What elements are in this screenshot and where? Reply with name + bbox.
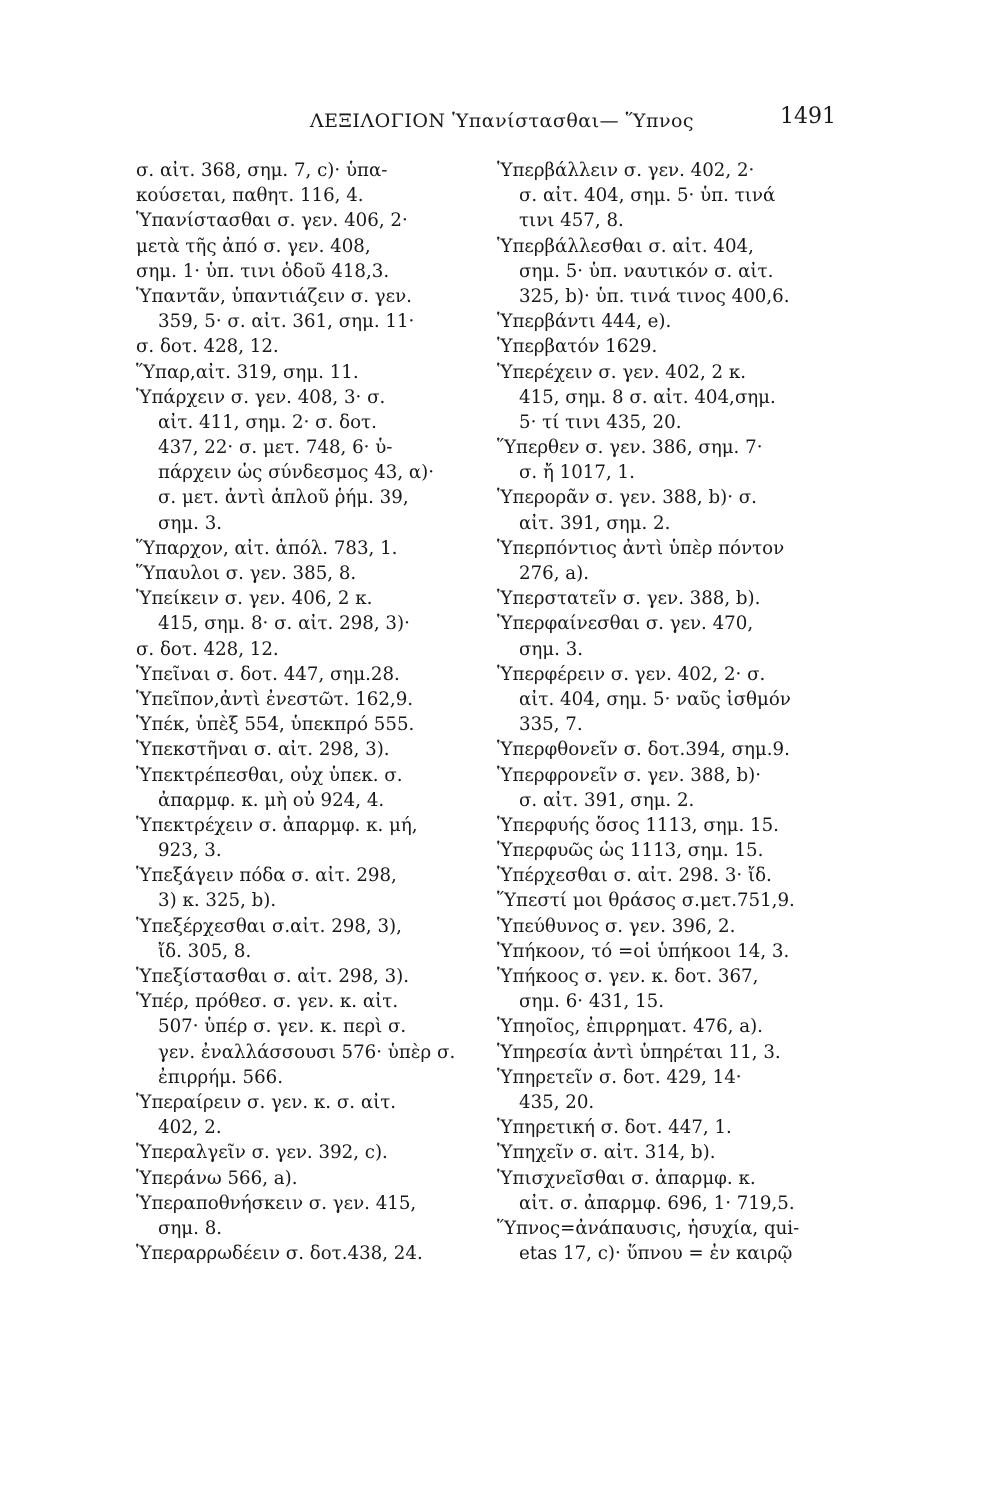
entry-line: σ. δοτ. 428, 12. [136, 336, 279, 358]
entry-line: Ὑπερορᾶν σ. γεν. 388, b)· σ. [497, 487, 757, 509]
entry-line: 415, σημ. 8 σ. αἰτ. 404,σημ. [519, 386, 776, 408]
entry-line: σ. ἤ 1017, 1. [519, 462, 635, 484]
entry-line: Ὑπεύθυνος σ. γεν. 396, 2. [497, 915, 736, 937]
entry-line: Ὑπερφυής ὅσος 1113, σημ. 15. [497, 814, 779, 836]
entry-line: Ὕπερθεν σ. γεν. 386, σημ. 7· [497, 437, 763, 459]
entry-line: σ. μετ. ἀντὶ ἁπλοῦ ῥήμ. 39, [158, 487, 409, 509]
entry-line: Ὑπεκτρέχειν σ. ἀπαρμφ. κ. μή, [136, 814, 418, 836]
entry-line: Ὑπηρετική σ. δοτ. 447, 1. [497, 1117, 732, 1139]
entry-line: 415, σημ. 8· σ. αἰτ. 298, 3)· [158, 613, 410, 635]
entry-line: Ὑπηχεῖν σ. αἰτ. 314, b). [497, 1142, 716, 1164]
entry-line: 276, a). [519, 563, 589, 584]
entry-line: Ὑπερέχειν σ. γεν. 402, 2 κ. [497, 361, 747, 383]
entry-line: Ὕπαρ,αἰτ. 319, σημ. 11. [136, 361, 359, 383]
entry-line: Ὑπεκτρέπεσθαι, οὐχ ὑπεκ. σ. [136, 764, 403, 786]
entry-line: Ὑπεραρρωδέειν σ. δοτ.438, 24. [136, 1243, 423, 1265]
entry-line: Ὑπηρεσία ἀντὶ ὑπηρέται 11, 3. [497, 1041, 781, 1063]
entry-line: σημ. 1· ὑπ. τινι ὁδοῦ 418,3. [136, 260, 390, 282]
entry-line: Ὑπεῖναι σ. δοτ. 447, σημ.28. [136, 663, 400, 685]
entry-line: Ὑπηοῖος, ἐπιρρηματ. 476, a). [497, 1016, 763, 1038]
entry-line: 923, 3. [158, 840, 222, 862]
entry-line: etas 17, c)· ὕπνου = ἐν καιρῷ [519, 1243, 793, 1265]
entry-line: αἰτ. 411, σημ. 2· σ. δοτ. [158, 411, 377, 433]
entry-line: Ὑπερφθονεῖν σ. δοτ.394, σημ.9. [497, 739, 790, 761]
entry-line: ἴδ. 305, 8. [158, 940, 252, 962]
entry-line: σ. δοτ. 428, 12. [136, 638, 279, 660]
entry-line: 3) κ. 325, b). [158, 890, 277, 912]
left-column [136, 158, 488, 1266]
right-column [497, 158, 849, 1266]
entry-line: Ὑπέκ, ὑπὲξ 554, ὑπεκπρό 555. [136, 714, 415, 736]
entry-line: Ὑπερβατόν 1629. [497, 336, 658, 358]
entry-line: 435, 20. [519, 1091, 595, 1113]
entry-line: σημ. 8. [158, 1217, 223, 1239]
entry-line: σημ. 3. [519, 638, 584, 660]
entry-line: Ὑπεξέρχεσθαι σ.αἰτ. 298, 3), [136, 915, 402, 937]
entry-line: Ὑπανίστασθαι σ. γεν. 406, 2· [136, 210, 408, 232]
page-number: 1491 [780, 104, 836, 129]
entry-line: Ὑπισχνεῖσθαι σ. ἀπαρμφ. κ. [497, 1167, 756, 1189]
entry-line: Ὑπεράνω 566, a). [136, 1167, 298, 1189]
running-header-title: ΛΕΞΙΛΟΓΙΟΝ Ὑπανίστασθαι— Ὕπνος [309, 110, 695, 132]
entry-line: μετὰ τῆς ἀπό σ. γεν. 408, [136, 235, 371, 257]
entry-line: πάρχειν ὡς σύνδεσμος 43, α)· [158, 462, 435, 484]
entry-line: Ὑπερφαίνεσθαι σ. γεν. 470, [497, 613, 754, 635]
entry-line: κούσεται, παθητ. 116, 4. [136, 185, 364, 207]
entry-line: Ὑπάρχειν σ. γεν. 408, 3· σ. [136, 386, 386, 408]
entry-line: Ὕπνος=ἀνάπαυσις, ἡσυχία, qui- [497, 1217, 800, 1239]
entry-line: Ὑπεκστῆναι σ. αἰτ. 298, 3). [136, 739, 390, 761]
entry-line: Ὑπερβάλλεσθαι σ. αἰτ. 404, [497, 235, 754, 257]
entry-line: αἰτ. σ. ἀπαρμφ. 696, 1· 719,5. [519, 1192, 795, 1214]
entry-line: Ὑπεραποθνήσκειν σ. γεν. 415, [136, 1192, 417, 1214]
entry-line: 507· ὑπέρ σ. γεν. κ. περὶ σ. [158, 1016, 407, 1038]
entry-line: Ὑπήκοον, τό =οἱ ὑπήκοοι 14, 3. [497, 940, 790, 962]
entry-line: Ὑπερβάλλειν σ. γεν. 402, 2· [497, 160, 755, 181]
entry-line: Ὑπερβάντι 444, e). [497, 311, 672, 333]
entry-line: Ὑπέρ, πρόθεσ. σ. γεν. κ. αἰτ. [136, 991, 399, 1013]
entry-line: 402, 2. [158, 1117, 222, 1139]
entry-line: Ὑπείκειν σ. γεν. 406, 2 κ. [136, 588, 373, 610]
entry-line: Ὑπεραλγεῖν σ. γεν. 392, c). [136, 1142, 388, 1164]
entry-line: αἰτ. 404, σημ. 5· ναῦς ἰσθμόν [519, 688, 791, 710]
entry-line: Ὑπερπόντιος ἀντὶ ὑπὲρ πόντον [497, 537, 785, 559]
entry-line: τινι 457, 8. [519, 210, 624, 232]
entry-line: Ὑπεξάγειν πόδα σ. αἰτ. 298, [136, 865, 397, 887]
entry-line: Ὑπερφυῶς ὡς 1113, σημ. 15. [497, 840, 764, 862]
entry-line: ἐπιρρήμ. 566. [158, 1066, 284, 1088]
entry-line: ἀπαρμφ. κ. μὴ οὐ 924, 4. [158, 789, 385, 811]
entry-line: 335, 7. [519, 714, 583, 736]
entry-line: 359, 5· σ. αἰτ. 361, σημ. 11· [158, 311, 415, 333]
entry-line: σημ. 3. [158, 512, 223, 534]
entry-line: Ὑπέρχεσθαι σ. αἰτ. 298. 3· ἴδ. [497, 865, 772, 887]
entry-line: Ὑπήκοος σ. γεν. κ. δοτ. 367, [497, 966, 759, 987]
entry-line: Ὑπεξίστασθαι σ. αἰτ. 298, 3). [136, 966, 410, 987]
entry-line: Ὕπαυλοι σ. γεν. 385, 8. [136, 563, 357, 584]
entry-line: Ὑπερστατεῖν σ. γεν. 388, b). [497, 588, 761, 610]
entry-line: Ὑπεῖπον,ἀντὶ ἐνεστῶτ. 162,9. [136, 688, 414, 710]
entry-line: Ὑπεραίρειν σ. γεν. κ. σ. αἰτ. [136, 1091, 397, 1113]
entry-line: σ. αἰτ. 404, σημ. 5· ὑπ. τινά [519, 185, 776, 207]
entry-line: Ὑπαντᾶν, ὑπαντιάζειν σ. γεν. [136, 285, 412, 307]
entry-line: γεν. ἐναλλάσσουσι 576· ὑπὲρ σ. [158, 1041, 456, 1063]
entry-line: αἰτ. 391, σημ. 2. [519, 512, 671, 534]
entry-line: Ὕπεστί μοι θράσος σ.μετ.751,9. [497, 890, 795, 912]
entry-line: 5· τί τινι 435, 20. [519, 411, 682, 433]
entry-line: Ὑπερφέρειν σ. γεν. 402, 2· σ. [497, 663, 766, 685]
entry-line: σ. αἰτ. 391, σημ. 2. [519, 789, 695, 811]
entry-line: 325, b)· ὑπ. τινά τινος 400,6. [519, 285, 790, 307]
entry-line: Ὑπερφρονεῖν σ. γεν. 388, b)· [497, 764, 762, 786]
entry-line: 437, 22· σ. μετ. 748, 6· ὑ- [158, 437, 393, 459]
entry-line: σημ. 6· 431, 15. [519, 991, 665, 1013]
entry-line: Ὕπαρχον, αἰτ. ἀπόλ. 783, 1. [136, 537, 398, 559]
entry-line: Ὑπηρετεῖν σ. δοτ. 429, 14· [497, 1066, 742, 1088]
entry-line: σημ. 5· ὑπ. ναυτικόν σ. αἰτ. [519, 260, 774, 282]
entry-line: σ. αἰτ. 368, σημ. 7, c)· ὑπα- [136, 160, 388, 181]
